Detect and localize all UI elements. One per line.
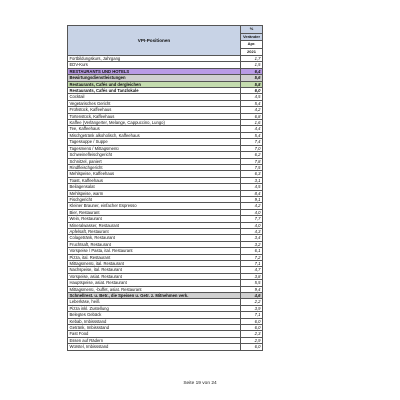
- change-value: 3,4: [241, 235, 263, 241]
- table-row: [68, 344, 263, 350]
- vpi-position-name: Kebab, Imbissstand: [68, 318, 241, 324]
- change-value: 7,8: [241, 158, 263, 164]
- change-value: 1,5: [241, 62, 263, 68]
- vpi-position-name: Mehlspeise, warm: [68, 190, 241, 196]
- change-value: 7,5: [241, 164, 263, 170]
- change-value: 4,6: [241, 293, 263, 299]
- change-value: 4,2: [241, 203, 263, 209]
- vpi-position-name: Frühstück, Kaffeehaus: [68, 107, 241, 113]
- change-header-label: Veränder: [241, 33, 263, 41]
- change-value: 6,0: [241, 318, 263, 324]
- change-value: 7,1: [241, 261, 263, 267]
- change-value: 6,1: [241, 248, 263, 254]
- change-value: 2,3: [241, 331, 263, 337]
- change-value: 1,6: [241, 120, 263, 126]
- vpi-position-name: Restaurants, Cafés und dergleichen: [68, 81, 241, 87]
- vpi-position-name: Tee, Kaffeehaus: [68, 126, 241, 132]
- vpi-position-name: Mineralwasser, Restaurant: [68, 222, 241, 228]
- vpi-position-name: Tagessuppe / Suppe: [68, 139, 241, 145]
- vpi-position-name: Kaffee (Verlängerter, Melange, Cappuccino, Lungo): [68, 120, 241, 126]
- change-value: 7,2: [241, 254, 263, 260]
- vpi-position-name: Fischgericht: [68, 196, 241, 202]
- vpi-position-name: Fruchtsaft, Restaurant: [68, 241, 241, 247]
- vpi-position-name: Würstel, Imbissstand: [68, 344, 241, 350]
- vpi-position-name: Hauptspeise, asiat. Restaurant: [68, 280, 241, 286]
- change-value: 4,0: [241, 209, 263, 215]
- change-value: 7,1: [241, 312, 263, 318]
- vpi-position-name: Beilagensalat: [68, 184, 241, 190]
- vpi-position-name: Mischgetränk alkoholisch, Kaffeehaus: [68, 132, 241, 138]
- change-value: 6,4: [241, 68, 263, 74]
- change-value: 6,3: [241, 171, 263, 177]
- vpi-position-name: Leberkäse, heiß: [68, 299, 241, 305]
- vpi-position-name: Nachspeise, ital. Restaurant: [68, 267, 241, 273]
- change-value: 7,7: [241, 216, 263, 222]
- vpi-position-name: Essen auf Rädern: [68, 337, 241, 343]
- vpi-position-name: RESTAURANTS UND HOTELS: [68, 68, 241, 74]
- change-value: 2,9: [241, 337, 263, 343]
- vpi-position-name: Mittagsmenü, ital. Restaurant: [68, 261, 241, 267]
- table-header-row: [68, 26, 263, 34]
- vpi-position-name: EDV-Kurs: [68, 62, 241, 68]
- change-value: 5,6: [241, 75, 263, 81]
- change-header-year: 2021: [241, 48, 263, 56]
- change-value: 5,4: [241, 132, 263, 138]
- change-value: 1,7: [241, 56, 263, 62]
- change-value: 7,0: [241, 145, 263, 151]
- vpi-position-name: Restaurants, Cafés und Tanzlokale: [68, 88, 241, 94]
- vpi-position-name: Cocktail: [68, 94, 241, 100]
- change-value: 3,8: [241, 273, 263, 279]
- vpi-position-name: Fortbildungskurs, Jahrgang: [68, 56, 241, 62]
- change-value: 4,2: [241, 107, 263, 113]
- change-header-month: Apr.: [241, 41, 263, 49]
- change-value: 4,5: [241, 94, 263, 100]
- vpi-position-name: Fast Food: [68, 331, 241, 337]
- vpi-position-name: Pizza inkl. Zustellung: [68, 305, 241, 311]
- vpi-position-name: Mittagsmenü, -buffet, asiat. Restaurant: [68, 286, 241, 292]
- vpi-position-name: Colagetränk, Restaurant: [68, 235, 241, 241]
- vpi-position-name: Rindfleischgericht: [68, 164, 241, 170]
- vpi-position-name: Schweinefleischgericht: [68, 152, 241, 158]
- change-value: 7,4: [241, 139, 263, 145]
- change-value: 3,2: [241, 241, 263, 247]
- change-value: 4,5: [241, 184, 263, 190]
- change-value: 3,9: [241, 305, 263, 311]
- page-number: Seite 19 von 24: [183, 381, 217, 386]
- change-value: 6,2: [241, 152, 263, 158]
- change-value: 5,4: [241, 100, 263, 106]
- change-value: 2,2: [241, 299, 263, 305]
- vpi-position-name: Bewirtungsdienstleistungen: [68, 75, 241, 81]
- vpi-position-name: Schnellrest. u. Betr., die Speisen u. Getr. z. Mitnehmen verk.: [68, 293, 241, 299]
- change-value: 6,0: [241, 344, 263, 350]
- vpi-position-name: Pizza, ital. Restaurant: [68, 254, 241, 260]
- change-value: 5,8: [241, 81, 263, 87]
- vpi-position-name: Mehlspeise, Kaffeehaus: [68, 171, 241, 177]
- vpi-position-name: Bier, Restaurant: [68, 209, 241, 215]
- change-value: 4,4: [241, 126, 263, 132]
- vpi-position-name: Tortenstück, Kaffeehaus: [68, 113, 241, 119]
- vpi-position-name: Belegtes Gebäck: [68, 312, 241, 318]
- vpi-table: [67, 25, 263, 351]
- change-value: 9,4: [241, 286, 263, 292]
- change-value: 5,5: [241, 280, 263, 286]
- change-value: 8,4: [241, 190, 263, 196]
- change-value: 3,1: [241, 177, 263, 183]
- change-value: 4,7: [241, 267, 263, 273]
- change-value: 6,0: [241, 325, 263, 331]
- change-value: 6,8: [241, 113, 263, 119]
- vpi-position-name: Kleiner Brauner, einfacher Espresso: [68, 203, 241, 209]
- vpi-position-name: Vorspeise / Pasta, ital. Restaurant: [68, 248, 241, 254]
- vpi-position-name: Apfelsaft, Restaurant: [68, 228, 241, 234]
- change-value: 4,0: [241, 222, 263, 228]
- vpi-position-name: Schnitzel, paniert: [68, 158, 241, 164]
- vpi-position-name: Vegetarisches Gericht: [68, 100, 241, 106]
- change-value: 6,0: [241, 88, 263, 94]
- vpi-positions-header: VPI-Positionen: [68, 26, 241, 56]
- change-value: 9,1: [241, 196, 263, 202]
- vpi-position-name: Wein, Restaurant: [68, 216, 241, 222]
- change-value: 4,3: [241, 228, 263, 234]
- vpi-position-name: Getränk, Imbissstand: [68, 325, 241, 331]
- vpi-position-name: Tagesmenü / Mittagsmenü: [68, 145, 241, 151]
- vpi-table-body: [68, 26, 263, 351]
- vpi-position-name: Toast, Kaffeehaus: [68, 177, 241, 183]
- change-header-percent: %: [241, 26, 263, 34]
- vpi-position-name: Vorspeise, asiat. Restaurant: [68, 273, 241, 279]
